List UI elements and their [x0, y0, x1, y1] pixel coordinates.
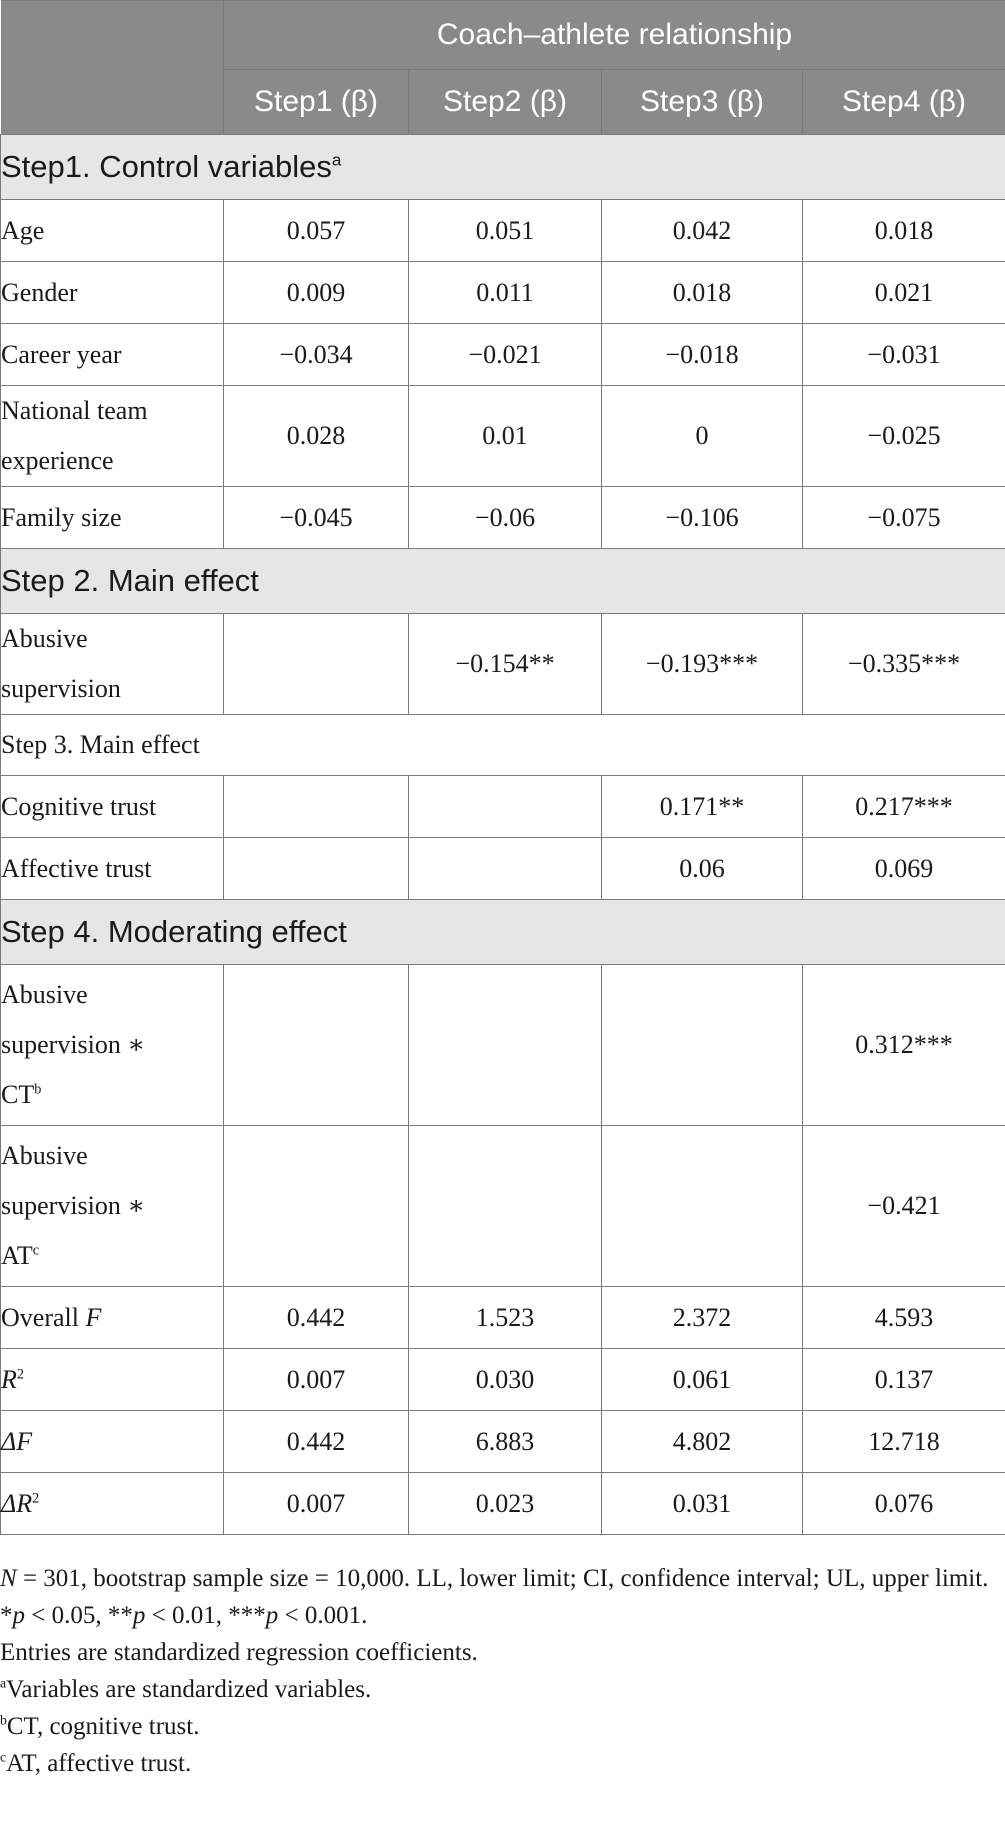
cell-age-step2: 0.051 — [409, 200, 602, 262]
footnote-c: $^c$AT, affective trust. — [0, 1749, 192, 1777]
footnote-entries: Entries are standardized regression coefficients. — [0, 1639, 478, 1666]
cell-cognitive-step1 — [224, 776, 409, 838]
cell-delta-r2-step2: 0.023 — [409, 1473, 602, 1535]
table-row-r-squared — [1, 1349, 1005, 1411]
cell-family-step3: −0.106 — [602, 487, 803, 549]
cell-national-step3: 0 — [602, 386, 803, 487]
cell-career-step4: −0.031 — [803, 324, 1005, 386]
cell-affective-step2 — [409, 838, 602, 900]
section-title-moderating-effect: Step 4. Moderating effect — [1, 900, 1005, 965]
cell-delta-f-step3: 4.802 — [602, 1411, 803, 1473]
cell-r2-step1: 0.007 — [224, 1349, 409, 1411]
cell-delta-r2-step1: 0.007 — [224, 1473, 409, 1535]
cell-age-step4: 0.018 — [803, 200, 1005, 262]
cell-overall-f-step2: 1.523 — [409, 1287, 602, 1349]
cell-inter-at-step3 — [602, 1126, 803, 1287]
row-label-career-year: Career year — [1, 324, 224, 386]
cell-abusive-step1 — [224, 614, 409, 715]
header-step2: Step2 (β) — [409, 70, 602, 135]
cell-affective-step3: 0.06 — [602, 838, 803, 900]
cell-r2-step3: 0.061 — [602, 1349, 803, 1411]
cell-overall-f-step1: 0.442 — [224, 1287, 409, 1349]
cell-cognitive-step2 — [409, 776, 602, 838]
footnote-significance: *p < 0.05, **p < 0.01, ***p < 0.001. — [0, 1602, 368, 1629]
cell-abusive-step2: −0.154** — [409, 614, 602, 715]
table-row-family-size — [1, 487, 1005, 549]
row-label-gender: Gender — [1, 262, 224, 324]
cell-family-step2: −0.06 — [409, 487, 602, 549]
cell-delta-f-step2: 6.883 — [409, 1411, 602, 1473]
cell-inter-ct-step1 — [224, 965, 409, 1126]
cell-delta-r2-step3: 0.031 — [602, 1473, 803, 1535]
cell-inter-ct-step4: 0.312*** — [803, 965, 1005, 1126]
cell-abusive-step3: −0.193*** — [602, 614, 803, 715]
row-label-interaction-at: Abusive supervision ∗ $AT^c$ — [1, 1126, 224, 1287]
row-label-affective-trust: Affective trust — [1, 838, 224, 900]
cell-delta-f-step4: 12.718 — [803, 1411, 1005, 1473]
section-title-main-effect-2: Step 2. Main effect — [1, 549, 1005, 614]
header-group-title: Coach–athlete relationship — [224, 1, 1005, 70]
header-blank-cell — [1, 1, 224, 135]
cell-delta-r2-step4: 0.076 — [803, 1473, 1005, 1535]
cell-career-step1: −0.034 — [224, 324, 409, 386]
table-row-abusive-supervision — [1, 614, 1005, 715]
footnote-a: $^a$Variables are standardized variables. — [0, 1675, 372, 1703]
cell-r2-step4: 0.137 — [803, 1349, 1005, 1411]
cell-gender-step1: 0.009 — [224, 262, 409, 324]
cell-affective-step1 — [224, 838, 409, 900]
cell-career-step3: −0.018 — [602, 324, 803, 386]
cell-gender-step4: 0.021 — [803, 262, 1005, 324]
table-row-overall-f — [1, 1287, 1005, 1349]
row-label-cognitive-trust: Cognitive trust — [1, 776, 224, 838]
row-label-delta-r-squared: $\Delta R^2$ — [1, 1473, 224, 1535]
cell-national-step2: 0.01 — [409, 386, 602, 487]
header-step3: Step3 (β) — [602, 70, 803, 135]
section-row-moderating-effect — [1, 900, 1005, 965]
cell-family-step1: −0.045 — [224, 487, 409, 549]
cell-abusive-step4: −0.335*** — [803, 614, 1005, 715]
section-title-control-variables: Step1. Control variables$^a$ — [1, 135, 1005, 200]
section-title-main-effect-3: Step 3. Main effect — [1, 715, 1005, 776]
cell-inter-at-step2 — [409, 1126, 602, 1287]
cell-cognitive-step3: 0.171** — [602, 776, 803, 838]
cell-cognitive-step4: 0.217*** — [803, 776, 1005, 838]
cell-gender-step3: 0.018 — [602, 262, 803, 324]
cell-r2-step2: 0.030 — [409, 1349, 602, 1411]
cell-national-step4: −0.025 — [803, 386, 1005, 487]
row-label-abusive-supervision: Abusive supervision — [1, 614, 224, 715]
cell-affective-step4: 0.069 — [803, 838, 1005, 900]
header-step1: Step1 (β) — [224, 70, 409, 135]
row-label-overall-f: Overall F — [1, 1287, 224, 1349]
header-row-group — [1, 1, 1005, 70]
cell-gender-step2: 0.011 — [409, 262, 602, 324]
cell-national-step1: 0.028 — [224, 386, 409, 487]
row-label-national-team: National team experience — [1, 386, 224, 487]
cell-inter-ct-step3 — [602, 965, 803, 1126]
row-label-family-size: Family size — [1, 487, 224, 549]
section-row-control-variables — [1, 135, 1005, 200]
cell-overall-f-step3: 2.372 — [602, 1287, 803, 1349]
table-row-age — [1, 200, 1005, 262]
cell-inter-ct-step2 — [409, 965, 602, 1126]
cell-inter-at-step1 — [224, 1126, 409, 1287]
section-row-main-effect-3 — [1, 715, 1005, 776]
table-row-delta-f — [1, 1411, 1005, 1473]
cell-overall-f-step4: 4.593 — [803, 1287, 1005, 1349]
cell-delta-f-step1: 0.442 — [224, 1411, 409, 1473]
row-label-delta-f: ΔF — [1, 1411, 224, 1473]
table-row-delta-r-squared — [1, 1473, 1005, 1535]
footnote-b: $^b$CT, cognitive trust. — [0, 1712, 200, 1740]
table-row-cognitive-trust — [1, 776, 1005, 838]
row-label-r-squared: $R^2$ — [1, 1349, 224, 1411]
section-row-main-effect-2 — [1, 549, 1005, 614]
table-row-affective-trust — [1, 838, 1005, 900]
cell-career-step2: −0.021 — [409, 324, 602, 386]
row-label-interaction-ct: Abusive supervision ∗ $CT^b$ — [1, 965, 224, 1126]
table-row-national-team — [1, 386, 1005, 487]
cell-family-step4: −0.075 — [803, 487, 1005, 549]
header-step4: Step4 (β) — [803, 70, 1005, 135]
footnote-sample: N = 301, bootstrap sample size = 10,000. LL, lower limit; CI, confidence interval; UL, upper limit. — [0, 1565, 989, 1592]
table-row-interaction-at — [1, 1126, 1005, 1287]
cell-age-step3: 0.042 — [602, 200, 803, 262]
row-label-age: Age — [1, 200, 224, 262]
table-footnotes — [0, 1560, 990, 1782]
cell-inter-at-step4: −0.421 — [803, 1126, 1005, 1287]
table-row-interaction-ct — [1, 965, 1005, 1126]
table-row-career-year — [1, 324, 1005, 386]
table-row-gender — [1, 262, 1005, 324]
cell-age-step1: 0.057 — [224, 200, 409, 262]
